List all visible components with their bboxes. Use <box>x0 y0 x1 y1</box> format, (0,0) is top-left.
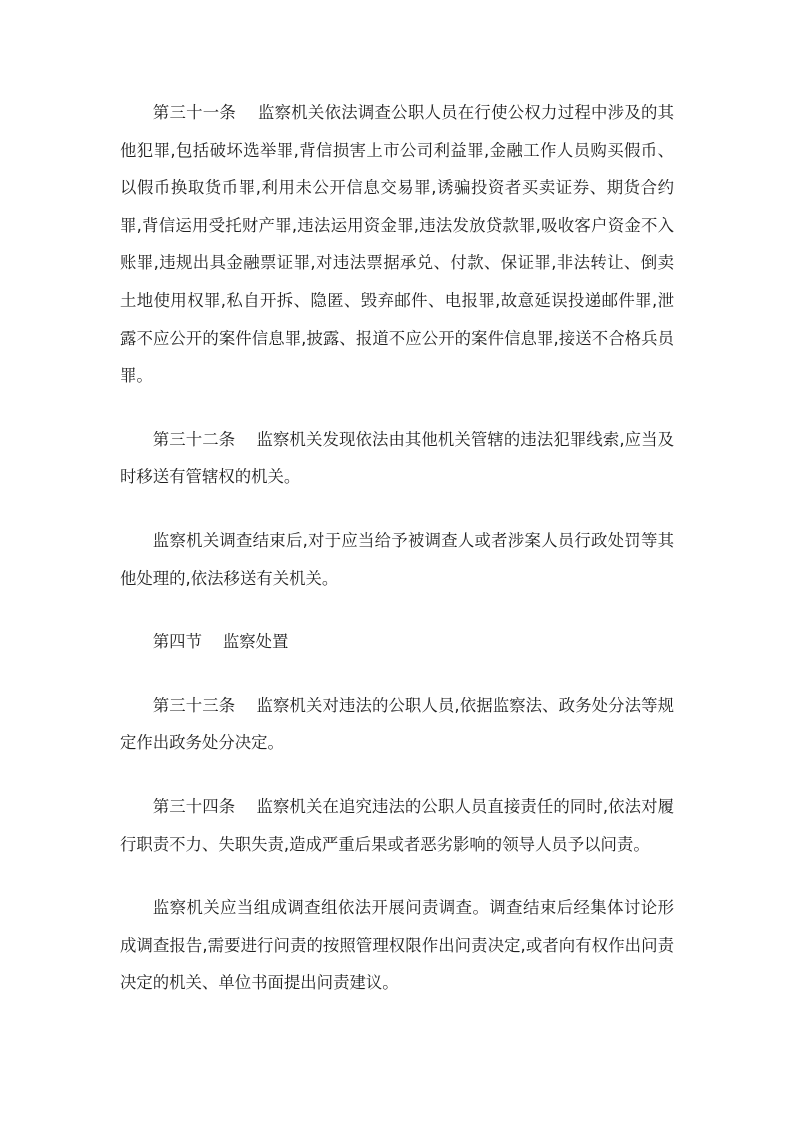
article-32-heading: 第三十二条 <box>152 429 236 449</box>
article-32-text: 监察机关发现依法由其他机关管辖的违法犯罪线索,应当及时移送有管辖权的机关。 <box>120 429 675 487</box>
article-34-text: 监察机关在追究违法的公职人员直接责任的同时,依法对履行职责不力、失职失责,造成严重后果或者恶劣影响的领导人员予以问责。 <box>120 796 675 854</box>
article-33-heading: 第三十三条 <box>152 695 236 715</box>
article-34-paragraph <box>120 788 674 863</box>
document-body <box>120 94 674 1028</box>
article-34-heading: 第三十四条 <box>152 796 236 816</box>
article-31-paragraph <box>120 94 674 395</box>
section-4-title: 监察处置 <box>222 632 289 652</box>
article-34-continuation-text: 监察机关应当组成调查组依法开展问责调查。调查结束后经集体讨论形成调查报告,需要进行问责的按照管理权限作出问责决定,或者向有权作出问责决定的机关、单位书面提出问责建议。 <box>120 898 674 993</box>
article-31-heading: 第三十一条 <box>152 103 237 122</box>
article-33-paragraph <box>120 687 674 762</box>
article-32-paragraph <box>120 421 674 496</box>
section-4-heading <box>120 623 674 661</box>
section-4-number: 第四节 <box>152 632 202 652</box>
article-34-continuation-paragraph <box>120 889 674 1002</box>
article-33-text: 监察机关对违法的公职人员,依据监察法、政务处分法等规定作出政务处分决定。 <box>120 695 675 753</box>
article-32-continuation-text: 监察机关调查结束后,对于应当给予被调查人或者涉案人员行政处罚等其他处理的,依法移送有关机关。 <box>120 530 674 588</box>
article-32-continuation-paragraph <box>120 522 674 597</box>
article-31-text: 监察机关依法调查公职人员在行使公权力过程中涉及的其他犯罪,包括破坏选举罪,背信损害上市公司利益罪,金融工作人员购买假币、以假币换取货币罪,利用未公开信息交易罪,诱骗投资者买卖证券、期货合约罪,背信运用受托财产罪,违法运用资金罪,违法发放贷款罪,吸收客户资金不入账罪,违规出具金融票证罪,对违法票据承兑、付款、保证罪,非法转让、倒卖土地使用权罪,私自开拆、隐匿、毁弃邮件、电报罪,故意延误投递邮件罪,泄露不应公开的案件信息罪,披露、报道不应公开的案件信息罪,接送不合格兵员罪。 <box>120 103 675 386</box>
